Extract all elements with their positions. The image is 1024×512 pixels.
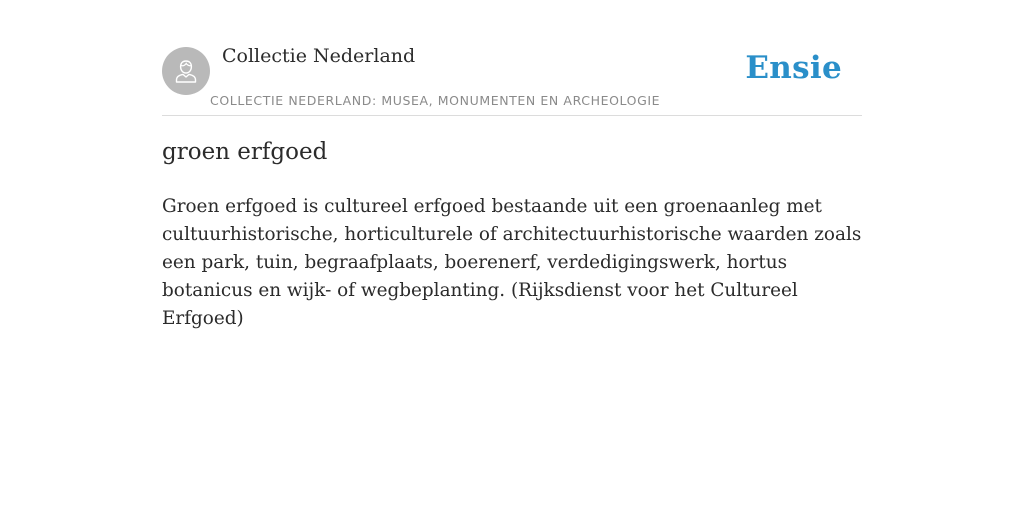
entry-header: [162, 0, 862, 116]
ensie-logo[interactable]: Ensie: [745, 50, 842, 86]
collection-label[interactable]: COLLECTIE NEDERLAND: MUSEA, MONUMENTEN EN ARCHEOLOGIE: [210, 93, 661, 108]
entry-definition: Groen erfgoed is cultureel erfgoed bestaande uit een groenaanleg met cultuurhistorische, horticulturele of architectuurhistorische waarden zoals een park, tuin, begraafplaats, boerenerf, verdedigingswerk, hortus botanicus en wijk- of wegbeplanting. (Rijksdienst voor het Cultureel Erfgoed): [162, 196, 862, 329]
user-avatar-icon[interactable]: [162, 47, 210, 95]
entry-card: [162, 0, 862, 329]
author-name[interactable]: Collectie Nederland: [222, 45, 416, 67]
person-outline-icon: [171, 56, 201, 86]
entry-title: groen erfgoed: [162, 139, 328, 165]
